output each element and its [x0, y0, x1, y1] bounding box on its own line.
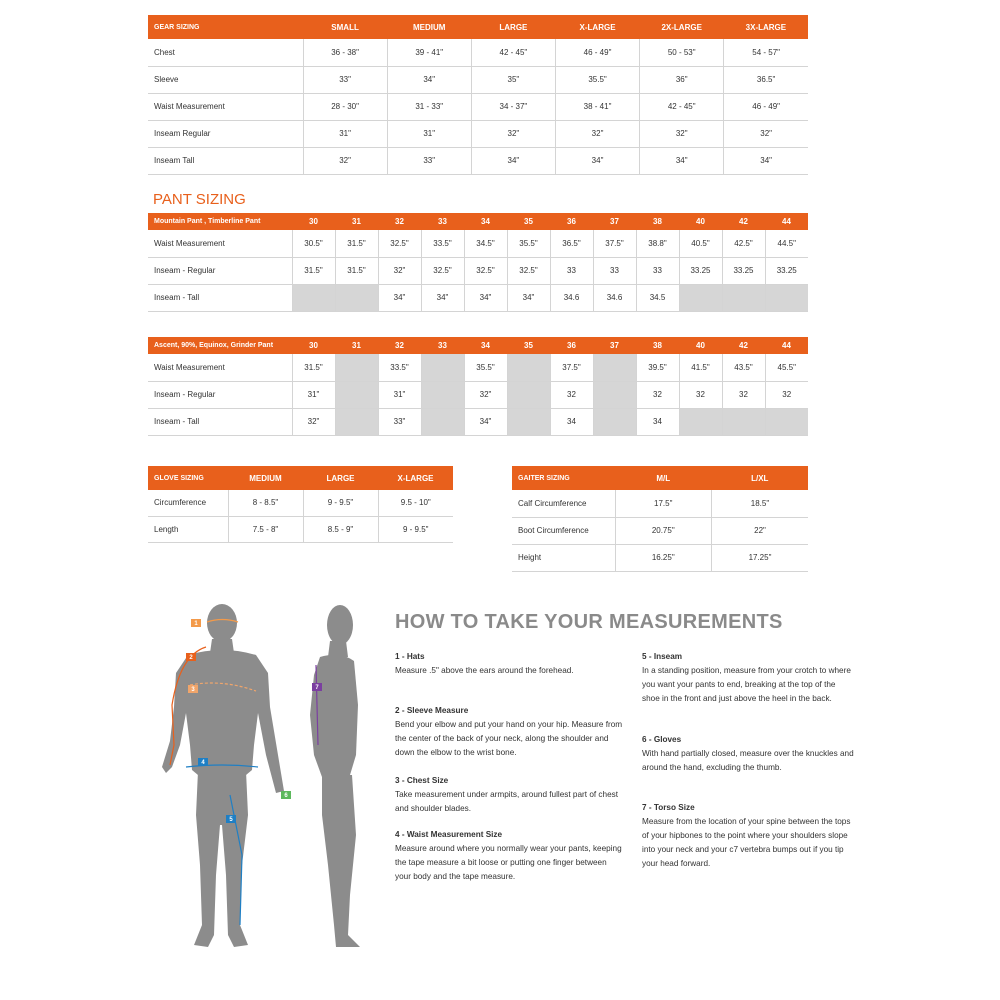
size-cell: 34": [471, 147, 555, 174]
size-cell: 30.5": [292, 230, 335, 257]
step-desc: With hand partially closed, measure over the knuckles and around the hand, excluding the thumb.: [642, 749, 854, 772]
row-label: Waist Measurement: [148, 354, 292, 381]
table-row: [148, 230, 808, 257]
step-title: 3 - Chest Size: [395, 776, 449, 785]
step-desc: Measure .5" above the ears around the forehead.: [395, 666, 574, 675]
badge-label-4: 4: [201, 760, 205, 766]
column-header-medium: MEDIUM: [387, 15, 471, 39]
column-header-34: 34: [464, 213, 507, 230]
column-header-small: SMALL: [303, 15, 387, 39]
column-header-31: 31: [335, 337, 378, 354]
row-label: Waist Measurement: [148, 230, 292, 257]
unavailable-cell: [722, 284, 765, 311]
gaiter-sizing-header: [512, 466, 808, 490]
size-cell: 33.25: [679, 257, 722, 284]
size-cell: 9.5 - 10": [378, 490, 453, 516]
unavailable-cell: [335, 408, 378, 435]
size-cell: 34": [640, 147, 724, 174]
size-cell: 34.5": [464, 230, 507, 257]
badge-label-7: 7: [315, 685, 319, 691]
column-header-medium: MEDIUM: [228, 466, 303, 490]
glove-header-title: GLOVE SIZING: [148, 466, 228, 490]
column-header-44: 44: [765, 337, 808, 354]
side-figure: [310, 605, 360, 947]
size-cell: 36": [640, 66, 724, 93]
column-header-42: 42: [722, 213, 765, 230]
column-header-37: 37: [593, 213, 636, 230]
row-label: Length: [148, 516, 228, 542]
column-header-30: 30: [292, 337, 335, 354]
column-header-31: 31: [335, 213, 378, 230]
pant-sizing-table-ascent: [148, 337, 808, 436]
step-title: 1 - Hats: [395, 652, 425, 661]
size-cell: 8.5 - 9": [303, 516, 378, 542]
front-figure: [162, 604, 284, 947]
column-header-35: 35: [507, 337, 550, 354]
table-row: [148, 66, 808, 93]
column-header-33: 33: [421, 213, 464, 230]
pant-sizing-title: PANT SIZING: [153, 191, 246, 208]
size-cell: 18.5": [712, 490, 809, 517]
unavailable-cell: [292, 284, 335, 311]
unavailable-cell: [593, 381, 636, 408]
step-desc: Measure from the location of your spine between the tops of your hipbones to the point where your shoulders slope into your neck and your c7 vertebra bumps out if you tip your head forward.: [642, 817, 851, 868]
column-header-35: 35: [507, 213, 550, 230]
size-cell: 50 - 53": [640, 39, 724, 66]
unavailable-cell: [679, 408, 722, 435]
glove-sizing-body: [148, 490, 453, 542]
unavailable-cell: [335, 284, 378, 311]
size-cell: 33: [550, 257, 593, 284]
column-header-34: 34: [464, 337, 507, 354]
column-header-30: 30: [292, 213, 335, 230]
pant-table-ascent-header: [148, 337, 808, 354]
row-label: Height: [512, 544, 615, 571]
table-row: [148, 93, 808, 120]
size-cell: 33: [636, 257, 679, 284]
size-cell: 34": [724, 147, 808, 174]
gaiter-sizing-body: [512, 490, 808, 571]
size-cell: 44.5": [765, 230, 808, 257]
unavailable-cell: [507, 354, 550, 381]
badge-label-6: 6: [284, 793, 288, 799]
badge-6: [281, 791, 291, 799]
column-header-40: 40: [679, 213, 722, 230]
gear-sizing-body: [148, 39, 808, 174]
size-cell: 33": [303, 66, 387, 93]
size-cell: 45.5": [765, 354, 808, 381]
table-row: [148, 354, 808, 381]
column-header-38: 38: [636, 213, 679, 230]
badge-4: [198, 758, 208, 766]
unavailable-cell: [335, 381, 378, 408]
size-cell: 32": [378, 257, 421, 284]
step-title: 5 - Inseam: [642, 652, 683, 661]
size-cell: 8 - 8.5": [228, 490, 303, 516]
size-cell: 22": [712, 517, 809, 544]
unavailable-cell: [722, 408, 765, 435]
size-cell: 31": [378, 381, 421, 408]
measurement-figure: [150, 595, 380, 970]
gear-header-title: GEAR SIZING: [148, 15, 303, 39]
size-cell: 31.5": [335, 230, 378, 257]
row-label: Inseam Regular: [148, 120, 303, 147]
size-cell: 35.5": [507, 230, 550, 257]
unavailable-cell: [507, 408, 550, 435]
size-cell: 39.5": [636, 354, 679, 381]
size-cell: 32: [722, 381, 765, 408]
size-cell: 34": [464, 284, 507, 311]
column-header-large: LARGE: [471, 15, 555, 39]
column-header-36: 36: [550, 213, 593, 230]
step-gloves: [642, 733, 854, 775]
size-cell: 39 - 41": [387, 39, 471, 66]
badge-7: [312, 683, 322, 691]
size-cell: 37.5": [550, 354, 593, 381]
size-cell: 34": [387, 66, 471, 93]
size-cell: 32": [303, 147, 387, 174]
size-cell: 34.6: [550, 284, 593, 311]
unavailable-cell: [507, 381, 550, 408]
column-header-42: 42: [722, 337, 765, 354]
size-cell: 34": [464, 408, 507, 435]
row-label: Boot Circumference: [512, 517, 615, 544]
size-cell: 46 - 49": [555, 39, 639, 66]
table-row: [148, 516, 453, 542]
size-cell: 34: [550, 408, 593, 435]
row-label: Waist Measurement: [148, 93, 303, 120]
column-header-2x-large: 2X-LARGE: [640, 15, 724, 39]
table-row: [512, 490, 808, 517]
size-cell: 17.5": [615, 490, 712, 517]
size-cell: 42 - 45": [640, 93, 724, 120]
size-cell: 38.8": [636, 230, 679, 257]
pant-table-mountain-header: [148, 213, 808, 230]
column-header-37: 37: [593, 337, 636, 354]
size-cell: 34": [507, 284, 550, 311]
table-row: [148, 284, 808, 311]
size-cell: 31": [292, 381, 335, 408]
size-cell: 33": [387, 147, 471, 174]
size-cell: 34: [636, 408, 679, 435]
row-label: Sleeve: [148, 66, 303, 93]
pant-table-mountain-body: [148, 230, 808, 311]
size-cell: 33.25: [722, 257, 765, 284]
size-cell: 32.5": [507, 257, 550, 284]
size-cell: 32": [640, 120, 724, 147]
size-cell: 31.5": [292, 354, 335, 381]
size-cell: 32: [679, 381, 722, 408]
unavailable-cell: [765, 408, 808, 435]
unavailable-cell: [421, 408, 464, 435]
gaiter-sizing-table: [512, 466, 808, 572]
size-cell: 41.5": [679, 354, 722, 381]
size-cell: 34": [421, 284, 464, 311]
size-cell: 17.25": [712, 544, 809, 571]
badge-label-5: 5: [229, 817, 233, 823]
row-label: Inseam - Tall: [148, 284, 292, 311]
unavailable-cell: [593, 408, 636, 435]
size-cell: 42.5": [722, 230, 765, 257]
step-desc: Measure around where you normally wear your pants, keeping the tape measure a bit loose or putting one finger between your body and the tape measure.: [395, 844, 622, 881]
size-cell: 40.5": [679, 230, 722, 257]
table-row: [512, 544, 808, 571]
column-header-32: 32: [378, 337, 421, 354]
table-row: [148, 39, 808, 66]
size-cell: 32: [636, 381, 679, 408]
size-cell: 33.25: [765, 257, 808, 284]
gear-sizing-table: [148, 15, 808, 175]
pant1-header-title: Mountain Pant , Timberline Pant: [148, 213, 292, 230]
pant2-header-title: Ascent, 90%, Equinox, Grinder Pant: [148, 337, 292, 354]
step-inseam: [642, 650, 854, 706]
unavailable-cell: [765, 284, 808, 311]
size-cell: 32": [464, 381, 507, 408]
table-row: [148, 490, 453, 516]
column-header-36: 36: [550, 337, 593, 354]
step-hats: [395, 650, 623, 678]
row-label: Calf Circumference: [512, 490, 615, 517]
unavailable-cell: [335, 354, 378, 381]
row-label: Chest: [148, 39, 303, 66]
size-cell: 31 - 33": [387, 93, 471, 120]
size-cell: 32.5": [464, 257, 507, 284]
size-cell: 31": [303, 120, 387, 147]
size-cell: 36.5": [550, 230, 593, 257]
step-title: 6 - Gloves: [642, 735, 682, 744]
badge-3: [188, 685, 198, 693]
step-title: 2 - Sleeve Measure: [395, 706, 469, 715]
size-cell: 43.5": [722, 354, 765, 381]
badge-1: [191, 619, 201, 627]
column-header-33: 33: [421, 337, 464, 354]
size-cell: 33.5": [421, 230, 464, 257]
step-desc: Bend your elbow and put your hand on your hip. Measure from the center of the back of your neck, along the shoulder and down the elbow to the wrist bone.: [395, 720, 623, 757]
table-row: [512, 517, 808, 544]
step-sleeve: [395, 704, 623, 760]
column-header-x-large: X-LARGE: [555, 15, 639, 39]
unavailable-cell: [421, 354, 464, 381]
step-desc: In a standing position, measure from your crotch to where you want your pants to end, breaking at the top of the shoe in the front and just above the heel in the back.: [642, 666, 851, 703]
size-cell: 32: [550, 381, 593, 408]
table-row: [148, 257, 808, 284]
size-cell: 33": [378, 408, 421, 435]
size-cell: 32": [292, 408, 335, 435]
size-cell: 7.5 - 8": [228, 516, 303, 542]
size-cell: 35.5": [555, 66, 639, 93]
step-desc: Take measurement under armpits, around fullest part of chest and shoulder blades.: [395, 790, 618, 813]
column-header-40: 40: [679, 337, 722, 354]
size-cell: 38 - 41": [555, 93, 639, 120]
column-header-3x-large: 3X-LARGE: [724, 15, 808, 39]
gaiter-header-title: GAITER SIZING: [512, 466, 615, 490]
column-header-m-l: M/L: [615, 466, 712, 490]
how-to-title: HOW TO TAKE YOUR MEASUREMENTS: [395, 611, 783, 633]
size-cell: 34": [555, 147, 639, 174]
size-cell: 28 - 30": [303, 93, 387, 120]
row-label: Inseam - Tall: [148, 408, 292, 435]
column-header-x-large: X-LARGE: [378, 466, 453, 490]
size-cell: 54 - 57": [724, 39, 808, 66]
pant-table-ascent-body: [148, 354, 808, 435]
size-cell: 33.5": [378, 354, 421, 381]
size-cell: 35": [471, 66, 555, 93]
size-cell: 37.5": [593, 230, 636, 257]
table-row: [148, 408, 808, 435]
unavailable-cell: [421, 381, 464, 408]
size-cell: 34 - 37": [471, 93, 555, 120]
size-cell: 36.5": [724, 66, 808, 93]
step-chest: [395, 774, 623, 816]
step-title: 4 - Waist Measurement Size: [395, 830, 503, 839]
badge-label-2: 2: [189, 655, 193, 661]
badge-label-3: 3: [191, 687, 195, 693]
table-row: [148, 381, 808, 408]
badge-2: [186, 653, 196, 661]
step-waist: [395, 828, 623, 884]
size-cell: 32: [765, 381, 808, 408]
size-cell: 32": [555, 120, 639, 147]
size-cell: 9 - 9.5": [378, 516, 453, 542]
size-cell: 33: [593, 257, 636, 284]
table-row: [148, 147, 808, 174]
step-title: 7 - Torso Size: [642, 803, 695, 812]
size-cell: 42 - 45": [471, 39, 555, 66]
size-cell: 34.5: [636, 284, 679, 311]
glove-sizing-header: [148, 466, 453, 490]
unavailable-cell: [679, 284, 722, 311]
step-torso: [642, 801, 854, 871]
size-cell: 16.25": [615, 544, 712, 571]
unavailable-cell: [593, 354, 636, 381]
table-row: [148, 120, 808, 147]
row-label: Inseam - Regular: [148, 257, 292, 284]
size-cell: 31.5": [292, 257, 335, 284]
row-label: Inseam - Regular: [148, 381, 292, 408]
size-cell: 31.5": [335, 257, 378, 284]
size-cell: 34.6: [593, 284, 636, 311]
size-cell: 35.5": [464, 354, 507, 381]
size-cell: 32.5": [421, 257, 464, 284]
size-cell: 31": [387, 120, 471, 147]
pant-sizing-table-mountain: [148, 213, 808, 312]
gear-sizing-header: [148, 15, 808, 39]
size-cell: 9 - 9.5": [303, 490, 378, 516]
row-label: Circumference: [148, 490, 228, 516]
column-header-38: 38: [636, 337, 679, 354]
row-label: Inseam Tall: [148, 147, 303, 174]
glove-sizing-table: [148, 466, 453, 543]
size-cell: 36 - 38": [303, 39, 387, 66]
column-header-44: 44: [765, 213, 808, 230]
size-cell: 46 - 49": [724, 93, 808, 120]
size-cell: 32.5": [378, 230, 421, 257]
column-header-l-xl: L/XL: [712, 466, 809, 490]
column-header-large: LARGE: [303, 466, 378, 490]
size-cell: 20.75": [615, 517, 712, 544]
size-cell: 32": [724, 120, 808, 147]
column-header-32: 32: [378, 213, 421, 230]
size-cell: 32": [471, 120, 555, 147]
badge-5: [226, 815, 236, 823]
badge-label-1: 1: [194, 621, 198, 627]
size-cell: 34": [378, 284, 421, 311]
